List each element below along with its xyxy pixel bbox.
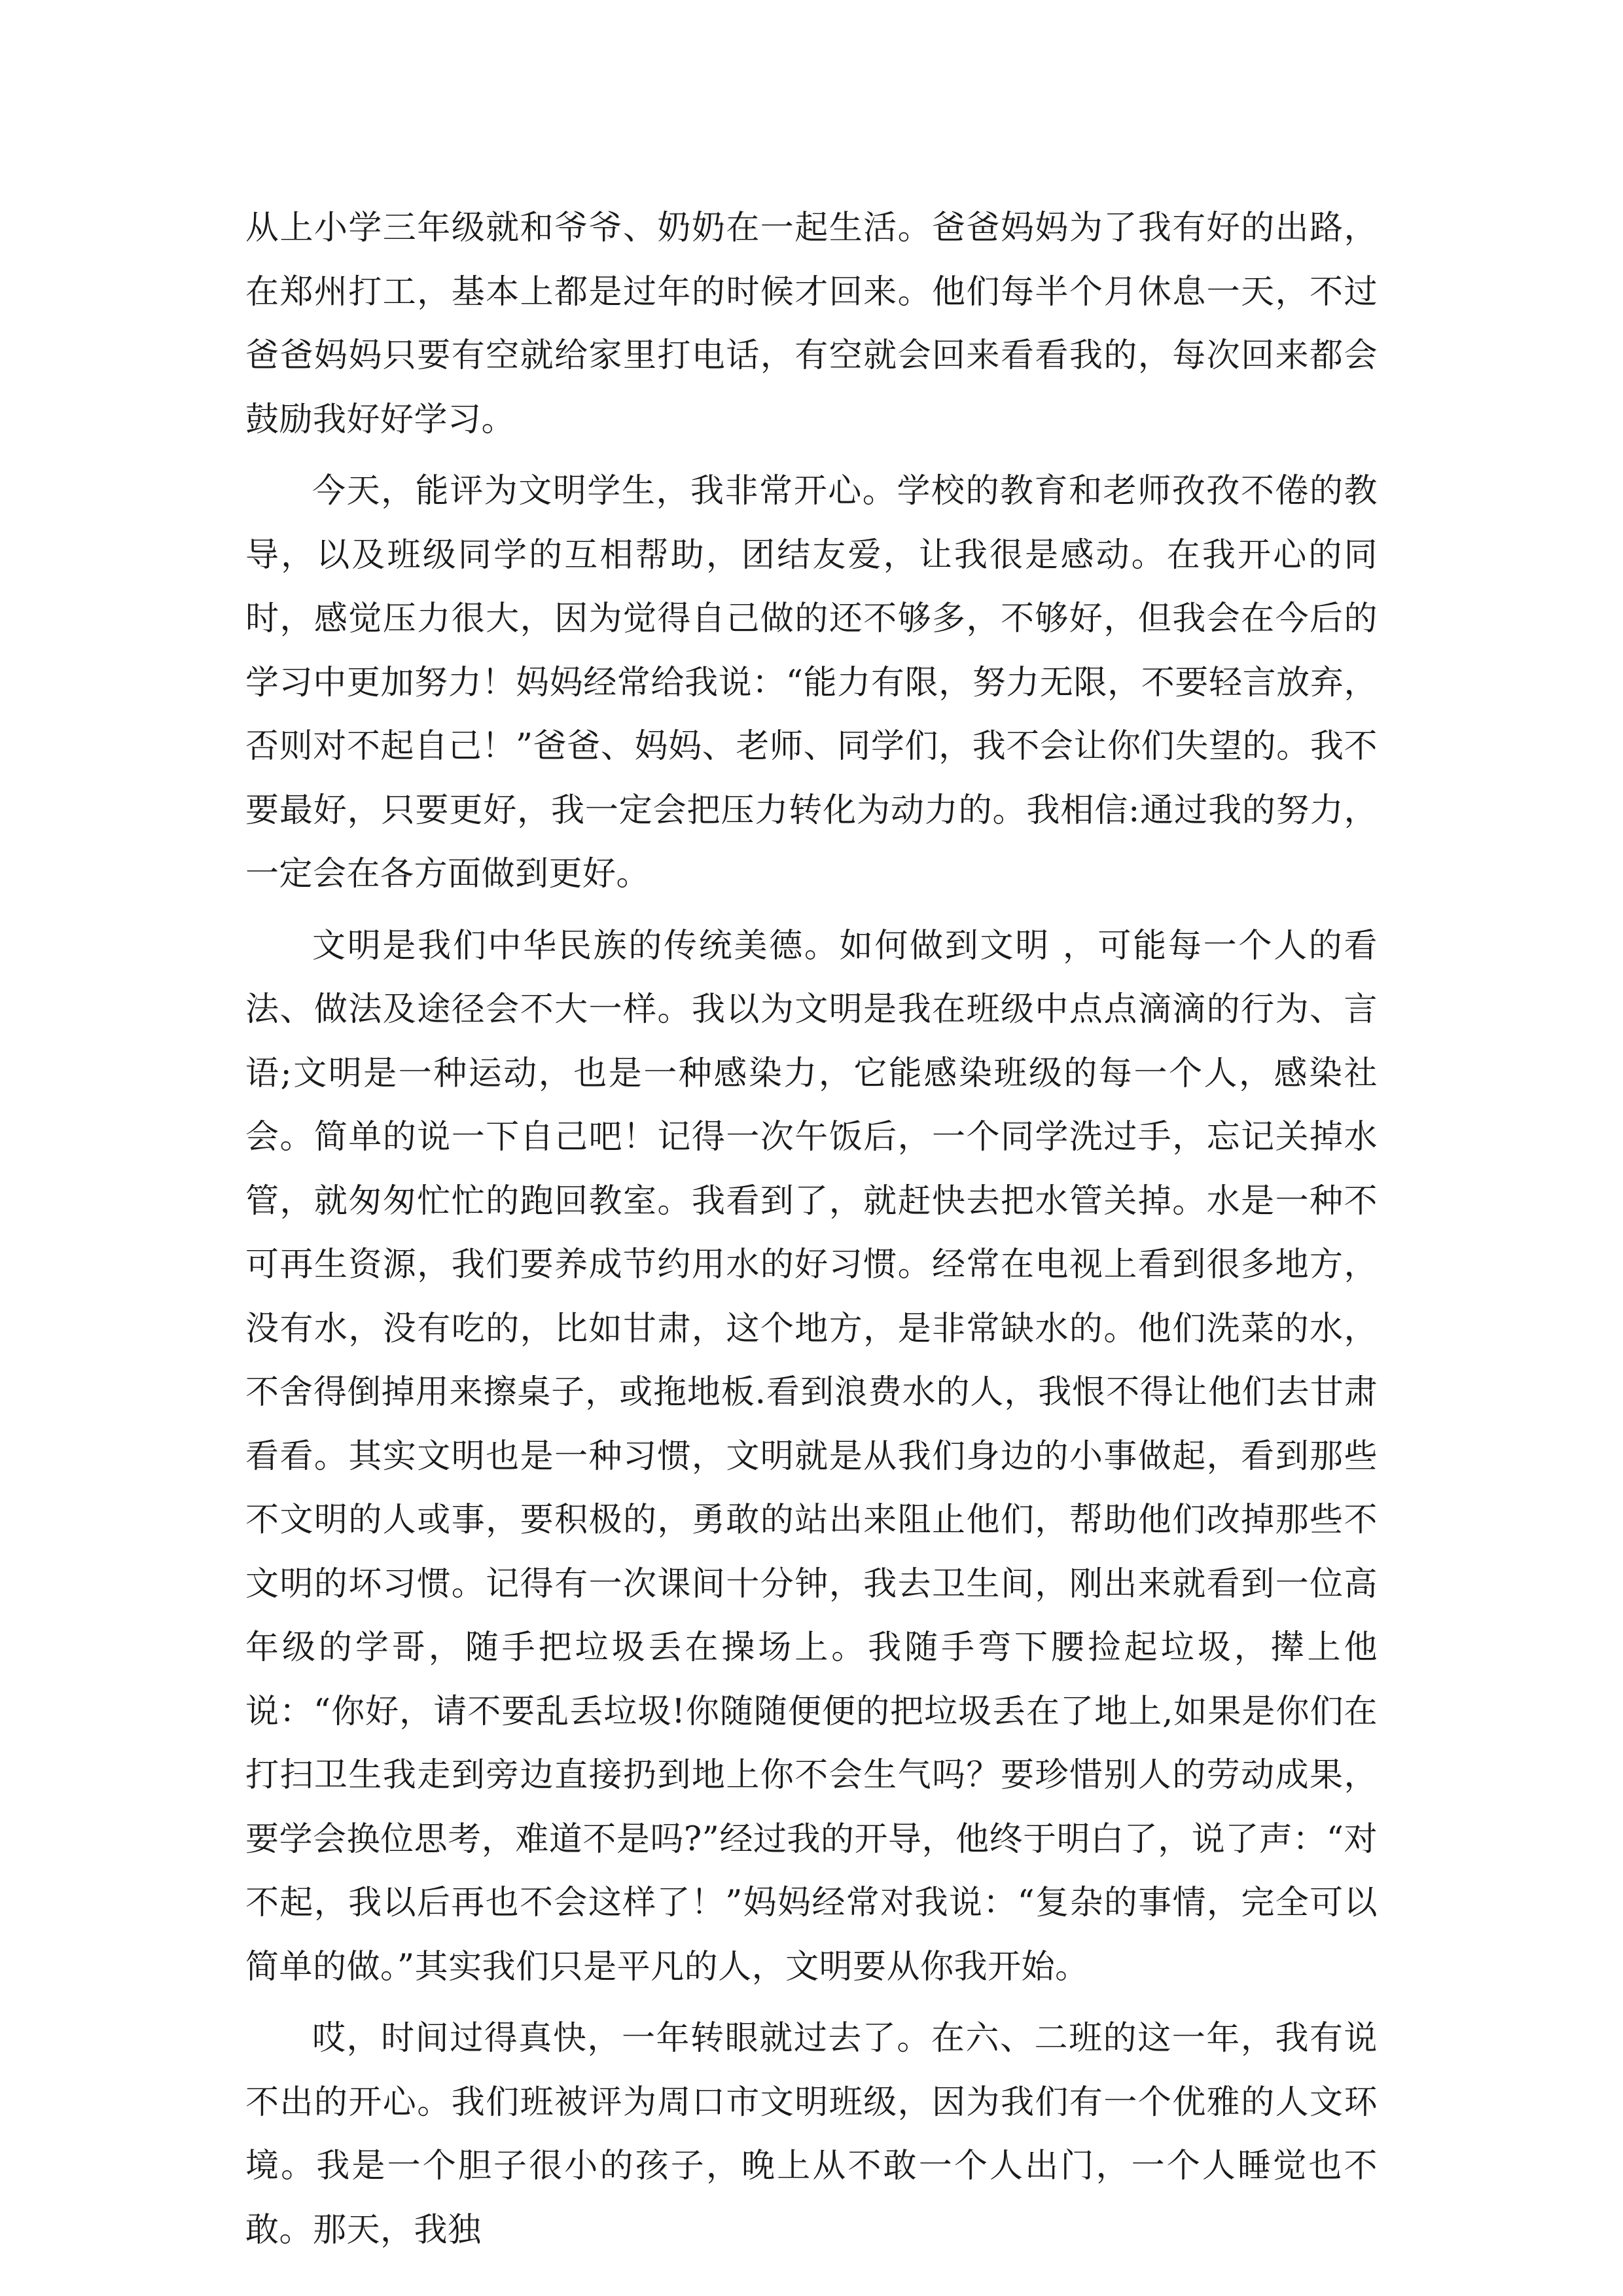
document-body [245, 196, 1378, 2262]
paragraph-1: 从上小学三年级就和爷爷、奶奶在一起生活。爸爸妈妈为了我有好的出路，在郑州打工，基本上都是过年的时候才回来。他们每半个月休息一天，不过爸爸妈妈只要有空就给家里打电话，有空就会回来看看我的，每次回来都会鼓励我好好学习。 [245, 209, 1378, 439]
paragraph-3: 文明是我们中华民族的传统美德。如何做到文明 ，可能每一个人的看法、做法及途径会不大一样。我以为文明是我在班级中点点滴滴的行为、言语;文明是一种运动，也是一种感染力，它能感染班级的每一个人，感染社会。简单的说一下自己吧！记得一次午饭后，一个同学洗过手，忘记关掉水管，就匆匆忙忙的跑回教室。我看到了，就赶快去把水管关掉。水是一种不可再生资源，我们要养成节约用水的好习惯。经常在电视上看到很多地方，没有水，没有吃的，比如甘肃，这个地方，是非常缺水的。他们洗菜的水，不舍得倒掉用来擦桌子，或拖地板.看到浪费水的人，我恨不得让他们去甘肃看看。其实文明也是一种习惯，文明就是从我们身边的小事做起，看到那些不文明的人或事，要积极的，勇敢的站出来阻止他们，帮助他们改掉那些不文明的坏习惯。记得有一次课间十分钟，我去卫生间，刚出来就看到一位高年级的学哥，随手把垃圾丢在操场上。我随手弯下腰捡起垃圾，撵上他说：“你好，请不要乱丢垃圾!你随随便便的把垃圾丢在了地上,如果是你们在打扫卫生我走到旁边直接扔到地上你不会生气吗？要珍惜别人的劳动成果，要学会换位思考，难道不是吗?”经过我的开导，他终于明白了，说了声：“对不起，我以后再也不会这样了！”妈妈经常对我说：“复杂的事情，完全可以简单的做。”其实我们只是平凡的人，文明要从你我开始。 [245, 926, 1378, 1986]
paragraph-4: 哎，时间过得真快，一年转眼就过去了。在六、二班的这一年，我有说不出的开心。我们班被评为周口市文明班级，因为我们有一个优雅的人文环境。我是一个胆子很小的孩子，晚上从不敢一个人出门，一个人睡觉也不敢。那天，我独 [245, 2019, 1378, 2250]
paragraph-2: 今天，能评为文明学生，我非常开心。学校的教育和老师孜孜不倦的教导，以及班级同学的互相帮助，团结友爱，让我很是感动。在我开心的同时，感觉压力很大，因为觉得自己做的还不够多，不够好，但我会在今后的学习中更加努力！妈妈经常给我说：“能力有限，努力无限，不要轻言放弃，否则对不起自己！”爸爸、妈妈、老师、同学们，我不会让你们失望的。我不要最好，只要更好，我一定会把压力转化为动力的。我相信:通过我的努力，一定会在各方面做到更好。 [245, 472, 1378, 893]
